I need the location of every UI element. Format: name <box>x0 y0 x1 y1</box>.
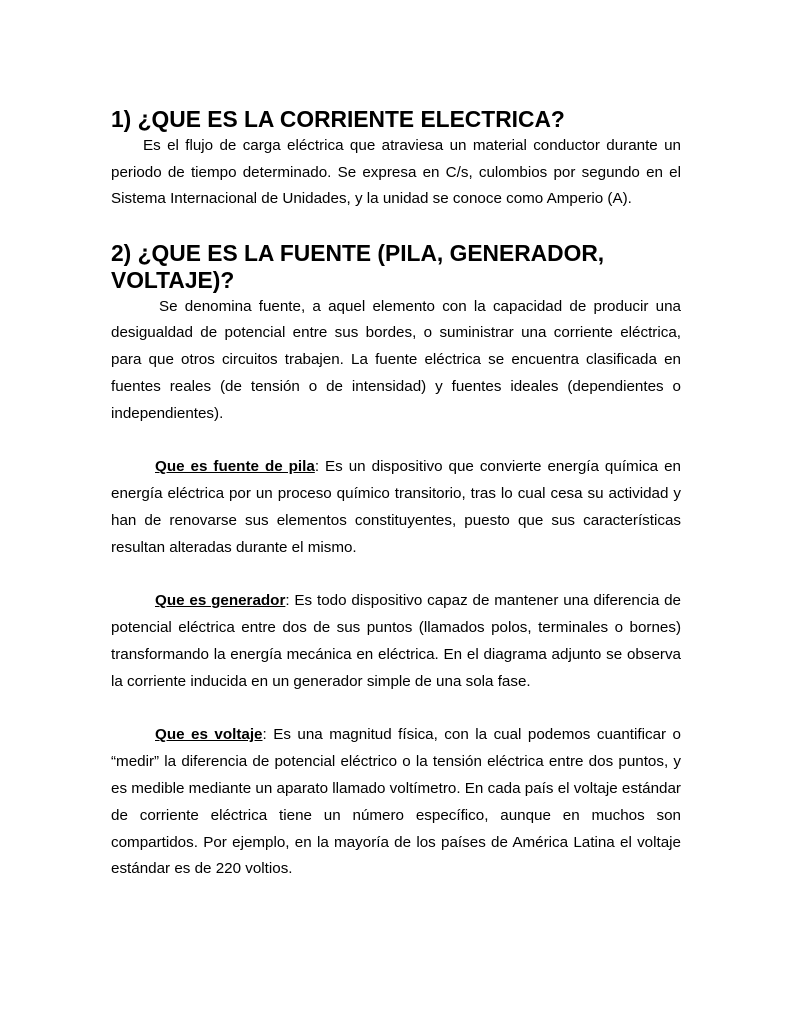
definition-term-pila: Que es fuente de pila <box>155 458 315 476</box>
paragraph-gap <box>111 428 681 455</box>
section-heading-corriente: 1) ¿QUE ES LA CORRIENTE ELECTRICA? <box>111 106 565 132</box>
definition-pila <box>111 454 681 561</box>
section-heading-fuente: 2) ¿QUE ES LA FUENTE (PILA, GENERADOR, VOLTAJE)? <box>111 239 605 293</box>
definition-text-pila: : Es un dispositivo que convierte energía química en energía eléctrica por un proceso químico transitorio, tras lo cual cesa su actividad y han de renovarse sus elementos constituyentes, puesto que sus características resultan alteradas durante el mismo. <box>111 458 681 556</box>
section-body-fuente: Se denomina fuente, a aquel elemento con la capacidad de producir una desigualdad de potencial entre sus bordes, o suministrar una corriente eléctrica, para que otros circuitos trabajen. La fuente eléctrica se encuentra clasificada en fuentes reales (de tensión o de intensidad) y fuentes ideales (dependientes o independientes). <box>111 297 681 422</box>
definition-term-voltaje: Que es voltaje <box>155 726 263 744</box>
paragraph-gap <box>111 696 681 723</box>
paragraph-gap <box>111 213 681 240</box>
document-page <box>111 106 681 883</box>
definition-text-voltaje: : Es una magnitud física, con la cual podemos cuantificar o “medir” la diferencia de potencial eléctrico o la tensión eléctrica entre dos puntos, y es medible mediante un aparato llamado voltímetro. En cada país el voltaje estándar de corriente eléctrica tiene un número específico, aunque en muchos son compartidos. Por ejemplo, en la mayoría de los países de América Latina el voltaje estándar es de 220 voltios. <box>111 726 682 878</box>
definition-voltaje <box>111 722 681 883</box>
paragraph-gap <box>111 562 681 589</box>
definition-generador <box>111 588 681 695</box>
definition-term-generador: Que es generador <box>155 592 286 610</box>
section-body-corriente: Es el flujo de carga eléctrica que atraviesa un material conductor durante un periodo de tiempo determinado. Se expresa en C/s, culombios por segundo en el Sistema Internacional de Unidades, y la unidad se conoce como Amperio (A). <box>111 136 681 208</box>
definition-text-generador: : Es todo dispositivo capaz de mantener una diferencia de potencial eléctrica entre dos de sus puntos (llamados polos, terminales o bornes) transformando la energía mecánica en eléctrica. En el diagrama adjunto se observa la corriente inducida en un generador simple de una sola fase. <box>111 592 681 690</box>
